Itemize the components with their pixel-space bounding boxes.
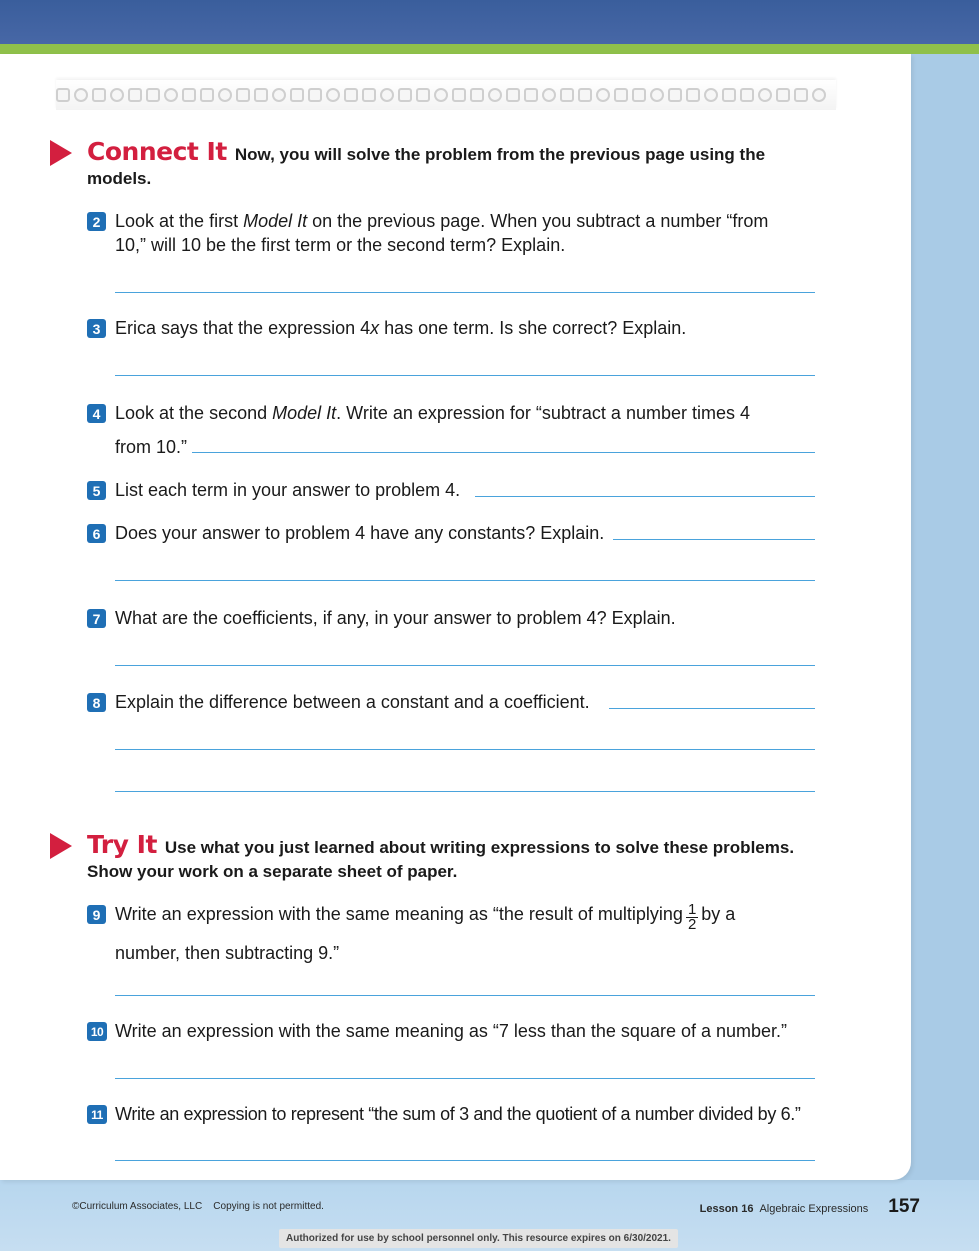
answer-line[interactable] bbox=[115, 375, 815, 376]
connect-it-instruction: Now, you will solve the problem from the previous page using the models. bbox=[87, 145, 766, 188]
spiral-ring bbox=[272, 88, 286, 102]
spiral-ring bbox=[182, 88, 196, 102]
problem-7 bbox=[87, 606, 787, 630]
fraction-one-half: $\frac{1}{2}$ bbox=[687, 901, 697, 933]
problem-5-text: List each term in your answer to problem 4. bbox=[115, 480, 461, 500]
spiral-ring bbox=[776, 88, 790, 102]
answer-line[interactable] bbox=[192, 452, 815, 453]
spiral-ring bbox=[740, 88, 754, 102]
spiral-ring bbox=[758, 88, 772, 102]
problem-11-text: Write an expression to represent “the sum of 3 and the quotient of a number divided by 6.” bbox=[115, 1104, 801, 1124]
connect-it-title bbox=[50, 137, 800, 191]
spiral-ring bbox=[236, 88, 250, 102]
problem-number-badge: 9 bbox=[87, 905, 106, 924]
problem-8-text: Explain the difference between a constant and a coefficient. bbox=[115, 692, 590, 712]
spiral-ring bbox=[290, 88, 304, 102]
problem-4-text-line2: from 10.” bbox=[115, 437, 188, 457]
top-banner-stripe bbox=[0, 44, 979, 54]
authorization-banner: Authorized for use by school personnel only. This resource expires on 6/30/2021. bbox=[279, 1229, 678, 1248]
problem-9 bbox=[87, 902, 787, 965]
spiral-ring bbox=[704, 88, 718, 102]
spiral-ring bbox=[164, 88, 178, 102]
problem-2-text: Look at the first Model It on the previous page. When you subtract a number “from 10,” will 10 be the first term or the second term? Explain. bbox=[115, 211, 769, 255]
spiral-ring bbox=[650, 88, 664, 102]
spiral-ring bbox=[722, 88, 736, 102]
answer-line[interactable] bbox=[609, 708, 815, 709]
connect-it-header bbox=[50, 137, 800, 191]
spiral-ring bbox=[452, 88, 466, 102]
spiral-ring bbox=[578, 88, 592, 102]
problem-number-badge: 3 bbox=[87, 319, 106, 338]
try-it-title bbox=[50, 830, 800, 884]
copyright-notice: ©Curriculum Associates, LLC Copying is not permitted. bbox=[72, 1201, 324, 1212]
lesson-title: Algebraic Expressions bbox=[759, 1203, 869, 1215]
try-it-header bbox=[50, 830, 800, 884]
answer-line[interactable] bbox=[115, 580, 815, 581]
spiral-ring bbox=[812, 88, 826, 102]
problem-number-badge: 6 bbox=[87, 524, 106, 543]
problem-10 bbox=[87, 1019, 827, 1043]
spiral-ring bbox=[200, 88, 214, 102]
problem-4 bbox=[87, 401, 787, 459]
spiral-ring bbox=[542, 88, 556, 102]
problem-number-badge: 8 bbox=[87, 693, 106, 712]
problem-number-badge: 2 bbox=[87, 212, 106, 231]
spiral-ring bbox=[560, 88, 574, 102]
spiral-ring bbox=[524, 88, 538, 102]
problem-3-text: Erica says that the expression 4x has one term. Is she correct? Explain. bbox=[115, 318, 687, 338]
answer-line[interactable] bbox=[613, 539, 815, 540]
lesson-footer bbox=[700, 1196, 920, 1218]
problem-3 bbox=[87, 316, 787, 340]
connect-it-kicker: Connect It bbox=[87, 137, 227, 166]
spiral-ring bbox=[416, 88, 430, 102]
problem-9-text: Write an expression with the same meaning as “the result of multiplying $\frac{1}{2}$ by a bbox=[115, 901, 736, 933]
problem-6 bbox=[87, 521, 787, 545]
spiral-ring bbox=[614, 88, 628, 102]
spiral-ring bbox=[632, 88, 646, 102]
spiral-ring bbox=[596, 88, 610, 102]
problem-9-text-line2: number, then subtracting 9.” bbox=[115, 943, 340, 963]
answer-line[interactable] bbox=[115, 292, 815, 293]
answer-line[interactable] bbox=[115, 1160, 815, 1161]
answer-line[interactable] bbox=[475, 496, 815, 497]
problem-2 bbox=[87, 209, 787, 257]
spiral-ring bbox=[128, 88, 142, 102]
spiral-ring bbox=[434, 88, 448, 102]
spiral-ring bbox=[686, 88, 700, 102]
spiral-binding bbox=[56, 80, 836, 110]
try-it-kicker: Try It bbox=[87, 830, 157, 859]
spiral-ring bbox=[74, 88, 88, 102]
problem-11 bbox=[87, 1102, 837, 1126]
spiral-ring bbox=[470, 88, 484, 102]
top-banner bbox=[0, 0, 979, 44]
try-it-instruction: Use what you just learned about writing expressions to solve these problems. Show your work on a separate sheet of paper. bbox=[87, 838, 795, 881]
answer-line[interactable] bbox=[115, 791, 815, 792]
spiral-ring bbox=[110, 88, 124, 102]
problem-number-badge: 11 bbox=[87, 1105, 107, 1124]
spiral-ring bbox=[92, 88, 106, 102]
problem-10-text: Write an expression with the same meaning as “7 less than the square of a number.” bbox=[115, 1021, 788, 1041]
spiral-ring bbox=[362, 88, 376, 102]
problem-number-badge: 7 bbox=[87, 609, 106, 628]
spiral-ring bbox=[344, 88, 358, 102]
spiral-ring bbox=[254, 88, 268, 102]
answer-line[interactable] bbox=[115, 749, 815, 750]
problem-7-text: What are the coefficients, if any, in your answer to problem 4? Explain. bbox=[115, 608, 676, 628]
problem-5 bbox=[87, 478, 787, 502]
red-flag-icon bbox=[50, 140, 72, 166]
answer-line[interactable] bbox=[115, 995, 815, 996]
spiral-ring bbox=[146, 88, 160, 102]
spiral-ring bbox=[668, 88, 682, 102]
problem-6-text: Does your answer to problem 4 have any constants? Explain. bbox=[115, 523, 605, 543]
spiral-ring bbox=[488, 88, 502, 102]
spiral-ring bbox=[506, 88, 520, 102]
spiral-ring bbox=[380, 88, 394, 102]
spiral-ring bbox=[308, 88, 322, 102]
problem-number-badge: 5 bbox=[87, 481, 106, 500]
problem-number-badge: 4 bbox=[87, 404, 106, 423]
answer-line[interactable] bbox=[115, 665, 815, 666]
red-flag-icon bbox=[50, 833, 72, 859]
page-number: 157 bbox=[888, 1196, 920, 1217]
spiral-ring bbox=[218, 88, 232, 102]
spiral-ring bbox=[398, 88, 412, 102]
problem-8 bbox=[87, 690, 787, 714]
problem-number-badge: 10 bbox=[87, 1022, 107, 1041]
spiral-ring bbox=[326, 88, 340, 102]
lesson-label: Lesson 16 bbox=[699, 1203, 754, 1215]
answer-line[interactable] bbox=[115, 1078, 815, 1079]
spiral-ring bbox=[56, 88, 70, 102]
spiral-ring bbox=[794, 88, 808, 102]
problem-4-text: Look at the second Model It. Write an expression for “subtract a number times 4 bbox=[115, 403, 750, 423]
